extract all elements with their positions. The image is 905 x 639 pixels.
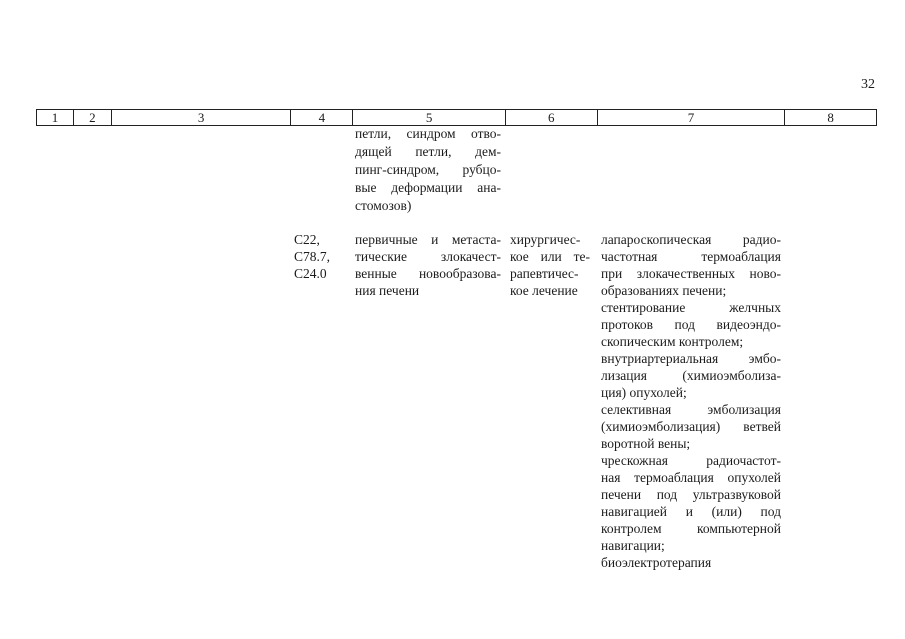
text-line: первичные и метаста- — [355, 232, 501, 247]
text-line: ная термоаблация опухолей — [601, 470, 781, 485]
text-line: чрескожная радиочастот- — [601, 453, 781, 468]
text-line: ния печени — [355, 283, 420, 298]
text-line: вые деформации ана- — [355, 180, 501, 195]
text-line: биоэлектротерапия — [601, 555, 712, 570]
text-line: печени под ультразвуковой — [601, 487, 781, 502]
text-line: лапароскопическая радио- — [601, 232, 781, 247]
text-line: протоков под видеоэндо- — [601, 317, 781, 332]
text-line: внутриартериальная эмбо- — [601, 351, 781, 366]
text-line: кое или те- — [510, 249, 590, 264]
text-line: тические злокачест- — [355, 249, 501, 264]
row-2-col-7-cell — [601, 231, 781, 571]
text-line: стомозов) — [355, 198, 412, 213]
text-line: лизация (химиоэмболиза- — [601, 368, 781, 383]
column-number-4: 4 — [290, 110, 352, 125]
page-number: 32 — [861, 77, 875, 92]
text-line: контролем компьютерной — [601, 521, 781, 536]
text-line: навигацией и (или) под — [601, 504, 781, 519]
row-2-col-5-cell — [355, 231, 501, 299]
text-line: C78.7, — [294, 249, 331, 264]
text-line: образованиях печени; — [601, 283, 727, 298]
column-number-2: 2 — [73, 110, 111, 125]
text-line: селективная эмболизация — [601, 402, 781, 417]
column-number-5: 5 — [352, 110, 505, 125]
text-line: рапевтичес- — [510, 266, 579, 281]
text-line: венные новообразова- — [355, 266, 501, 281]
text-line: при злокачественных ново- — [601, 266, 781, 281]
column-number-1: 1 — [51, 110, 59, 125]
row-2-col-4-cell — [294, 231, 346, 282]
column-number-7: 7 — [597, 110, 785, 125]
text-line: стентирование желчных — [601, 300, 781, 315]
column-number-3: 3 — [111, 110, 291, 125]
column-number-8: 8 — [784, 110, 876, 125]
column-number-6: 6 — [505, 110, 597, 125]
text-line: ция) опухолей; — [601, 385, 687, 400]
text-line: частотная термоаблация — [601, 249, 781, 264]
row-1-col-5-cell — [355, 125, 501, 215]
text-line: петли, синдром отво- — [355, 126, 501, 141]
text-line: хирургичес- — [510, 232, 581, 247]
text-line: C24.0 — [294, 266, 327, 281]
text-line: воротной вены; — [601, 436, 691, 451]
text-line: кое лечение — [510, 283, 578, 298]
text-line: пинг-синдром, рубцо- — [355, 162, 501, 177]
table-header-row — [36, 109, 877, 126]
text-line: навигации; — [601, 538, 665, 553]
text-line: скопическим контролем; — [601, 334, 744, 349]
row-2-col-6-cell — [510, 231, 590, 299]
text-line: C22, — [294, 232, 320, 247]
text-line: (химиоэмболизация) ветвей — [601, 419, 781, 434]
text-line: дящей петли, дем- — [355, 144, 501, 159]
